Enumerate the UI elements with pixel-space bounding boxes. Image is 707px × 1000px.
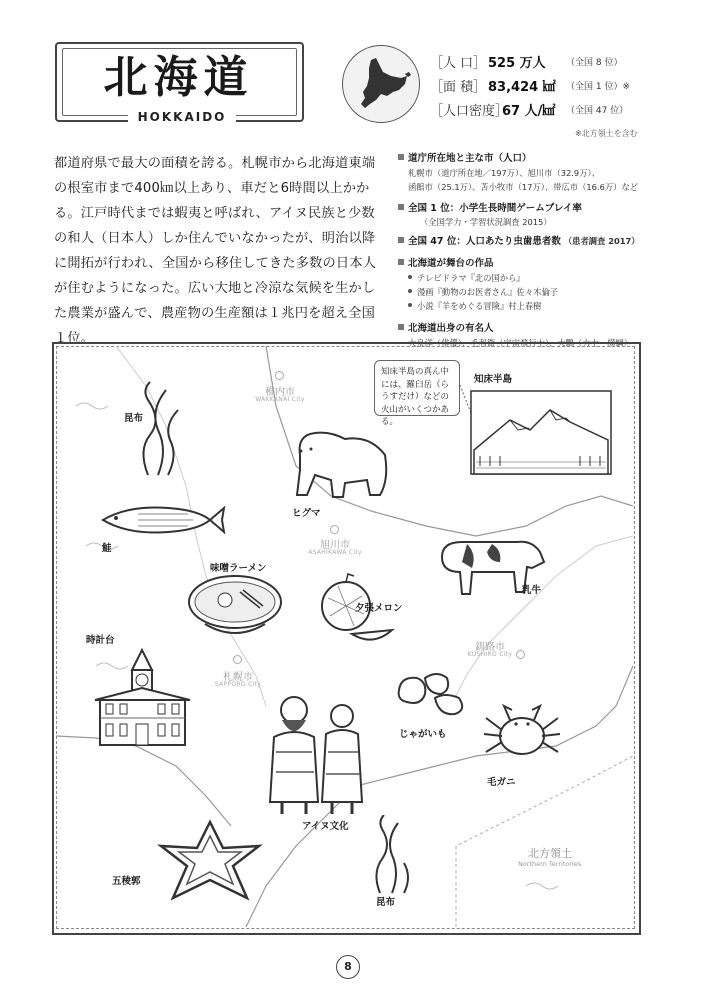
- list-item: 小説『羊をめぐる冒険』村上春樹: [408, 300, 660, 312]
- city-roman: WAKKANAI City: [255, 396, 305, 403]
- info-list: [398, 150, 660, 349]
- city-marker: [330, 525, 339, 534]
- city-roman: SAPPORO City: [214, 681, 262, 688]
- city-name: 釧路市: [475, 642, 505, 653]
- stat-label: ［人口密度］: [430, 104, 509, 119]
- bullet-dot-icon: [408, 275, 412, 279]
- locator-map: [342, 45, 420, 123]
- bullet-dot-icon: [408, 289, 412, 293]
- city-name: 旭川市: [320, 540, 350, 551]
- city-roman: KUSHIRO City: [467, 651, 513, 658]
- miso-ramen-icon: [185, 572, 285, 642]
- label-crab: 毛ガニ: [487, 777, 516, 788]
- info-text: 函館市（25.1万）、苫小牧市（17万）、帯広市（16.6万）など: [408, 182, 639, 192]
- label-goryokaku: 五稜郭: [112, 876, 141, 887]
- city-name: 札幌市: [223, 672, 253, 683]
- stat-value: 67 人/㎢: [502, 104, 556, 119]
- stat-rank: （全国 1 位）※: [566, 82, 630, 92]
- stat-row: [430, 52, 640, 76]
- brown-bear-icon: [285, 425, 395, 500]
- list-item: 漫画『動物のお医者さん』佐々木倫子: [408, 286, 660, 298]
- label-shiretoko: 知床半島: [474, 374, 513, 385]
- info-heading: 北海道が舞台の作品: [398, 255, 660, 269]
- stats-block: [430, 52, 640, 124]
- page-number: 8: [336, 955, 360, 979]
- hokkaido-silhouette-icon: [343, 46, 419, 122]
- stat-value: 525 万人: [488, 56, 546, 71]
- bullet-dot-icon: [408, 303, 412, 307]
- ainu-figures-icon: [262, 692, 372, 817]
- label-clock-tower: 時計台: [86, 635, 115, 646]
- label-ramen: 味噌ラーメン: [210, 563, 267, 574]
- bullet-square-icon: [398, 259, 404, 265]
- city-marker: [233, 655, 242, 664]
- hairy-crab-icon: [480, 700, 565, 770]
- goryokaku-fort-icon: [155, 818, 265, 903]
- info-heading: 道庁所在地と主な市（人口）: [398, 150, 660, 164]
- info-text: 札幌市（道庁所在地／197万）、旭川市（32.9万）、: [408, 168, 600, 178]
- kombu-seaweed-icon: [128, 380, 188, 480]
- label-kombu-bottom: 昆布: [376, 897, 396, 908]
- info-heading: 全国 47 位：人口あたり虫歯患者数 （患者調査 2017）: [398, 233, 660, 247]
- bullet-square-icon: [398, 204, 404, 210]
- clock-tower-icon: [90, 640, 195, 750]
- city-name: 稚内市: [265, 387, 295, 398]
- stat-label: ［人 口］: [430, 56, 487, 71]
- info-text: 大泉洋（俳優）、毛利衛（宇宙飛行士）、大鵬（力士・横綱）: [408, 338, 633, 348]
- label-ainu: アイヌ文化: [302, 821, 349, 832]
- label-northern-territories: 北方領土: [528, 847, 572, 860]
- bullet-square-icon: [398, 324, 404, 330]
- label-bear: ヒグマ: [292, 508, 321, 519]
- stat-row: [430, 100, 640, 124]
- list-item: テレビドラマ『北の国から』: [408, 272, 660, 284]
- label-northern-territories-roman: Northern Territories: [518, 860, 582, 868]
- stat-rank: （全国 47 位）: [566, 106, 629, 116]
- shiretoko-callout: 知床半島の真ん中には、羅臼岳（らうすだけ）などの火山がいくつかある。: [374, 360, 460, 416]
- stat-rank: （全国 8 位）: [566, 58, 623, 68]
- stat-label: ［面 積］: [430, 80, 487, 95]
- info-heading: 北海道出身の有名人: [398, 320, 660, 334]
- label-melon: 夕張メロン: [355, 603, 403, 614]
- footnote: ※北方領土を含む: [575, 129, 638, 138]
- city-roman: ASAHIKAWA City: [308, 549, 362, 556]
- stat-value: 83,424 ㎢: [488, 80, 556, 95]
- page-title: 北海道: [103, 52, 254, 103]
- page-subtitle: HOKKAIDO: [128, 108, 236, 126]
- label-kombu-top: 昆布: [124, 413, 144, 424]
- potato-icon: [395, 668, 473, 718]
- label-salmon: 鮭: [102, 543, 112, 554]
- stat-row: [430, 76, 640, 100]
- label-potato: じゃがいも: [399, 729, 447, 740]
- salmon-icon: [98, 500, 228, 540]
- label-cow: 乳牛: [522, 585, 542, 596]
- city-marker: [275, 371, 284, 380]
- bullet-square-icon: [398, 237, 404, 243]
- bullet-square-icon: [398, 154, 404, 160]
- shiretoko-mountain-icon: [470, 390, 612, 475]
- info-source: （全国学力・学習状況調査 2015）: [420, 217, 552, 227]
- kombu-seaweed-icon: [368, 815, 418, 895]
- intro-paragraph: 都道府県で最大の面積を誇る。札幌市から北海道東端の根室市まで400㎞以上あり、車だと6時間以上かかる。江戸時代までは蝦夷と呼ばれ、アイヌ民族と少数の和人（日本人）しか住んでいなかったが、明治以降に開拓が行われ、全国から移住してきた多数の日本人が住むようになった。広い大地と冷涼な気候を生かした農業が盛んで、農産物の生産額は１兆円を超え全国１位。: [54, 156, 377, 346]
- info-heading: 全国 1 位：小学生長時間ゲームプレイ率: [398, 200, 660, 214]
